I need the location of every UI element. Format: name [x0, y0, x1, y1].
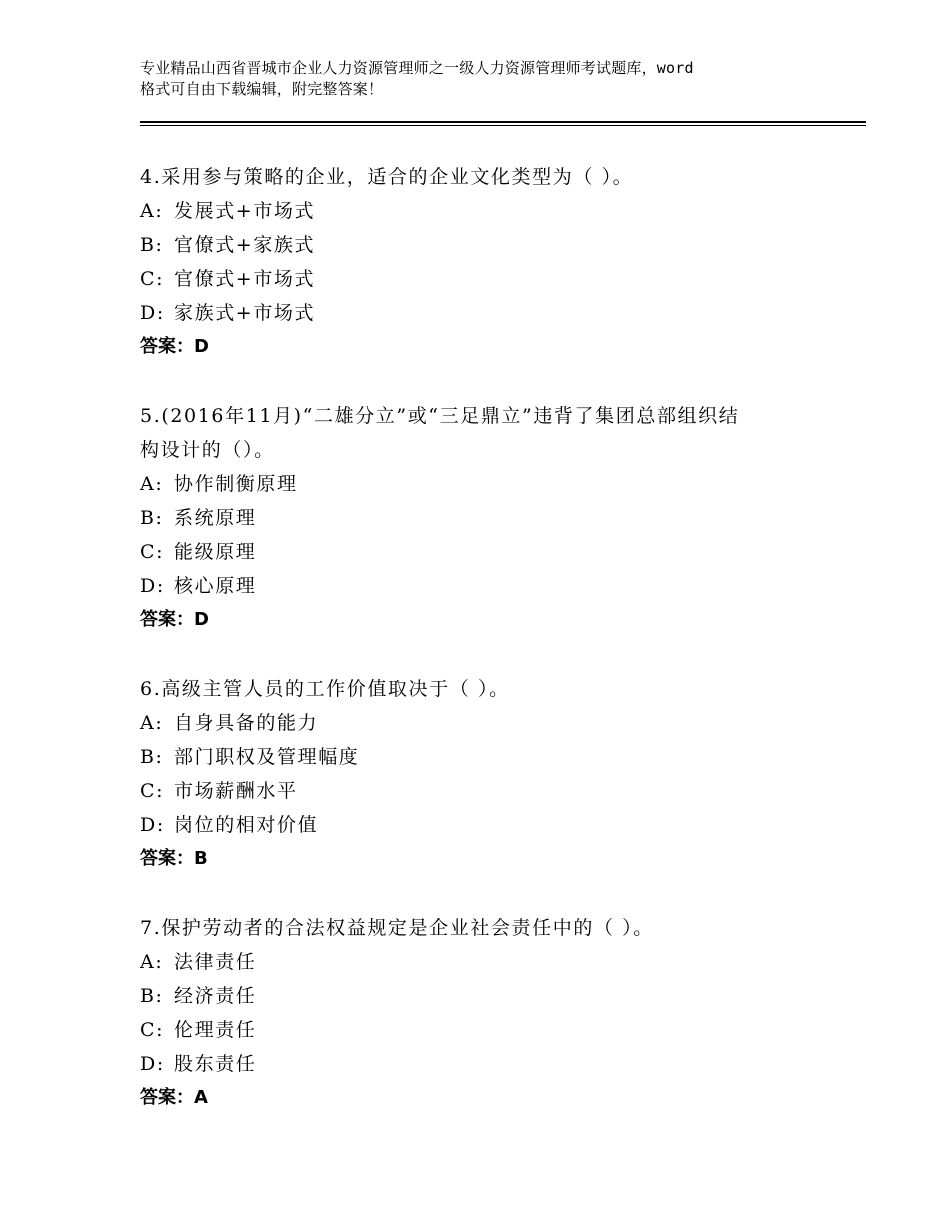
header-divider: [140, 121, 866, 126]
option-text: 核心原理: [174, 575, 257, 597]
option-text: 能级原理: [174, 541, 257, 563]
option-a: [140, 194, 840, 228]
option-letter: C:: [140, 541, 165, 563]
question-text-line-2: 构设计的（）。: [140, 439, 275, 461]
option-text: 经济责任: [174, 985, 257, 1007]
option-text: 系统原理: [174, 507, 257, 529]
option-letter: B:: [140, 985, 164, 1007]
option-letter: C:: [140, 1019, 165, 1041]
option-text: 自身具备的能力: [174, 712, 319, 734]
option-c: [140, 774, 840, 808]
option-letter: B:: [140, 746, 164, 768]
option-text: 家族式+市场式: [174, 302, 316, 324]
header-line-1: 专业精品山西省晋城市企业人力资源管理师之一级人力资源管理师考试题库，word: [140, 59, 694, 77]
question-text: 4.采用参与策略的企业，适合的企业文化类型为（ ）。: [140, 166, 634, 188]
option-letter: A:: [140, 200, 164, 222]
option-text: 市场薪酬水平: [174, 780, 298, 802]
option-text: 伦理责任: [174, 1019, 257, 1041]
option-text: 协作制衡原理: [174, 473, 298, 495]
option-letter: B:: [140, 234, 164, 256]
option-text: 法律责任: [174, 951, 257, 973]
document-header: [140, 58, 840, 100]
option-a: [140, 467, 840, 501]
option-text: 部门职权及管理幅度: [174, 746, 360, 768]
option-d: [140, 569, 840, 603]
option-letter: B:: [140, 507, 164, 529]
option-letter: A:: [140, 951, 164, 973]
header-line-2: 格式可自由下载编辑，附完整答案！: [140, 80, 384, 98]
option-text: 发展式+市场式: [174, 200, 316, 222]
option-text: 岗位的相对价值: [174, 814, 319, 836]
option-letter: D:: [140, 1053, 165, 1075]
option-b: [140, 740, 840, 774]
question-6: [140, 672, 840, 876]
option-letter: C:: [140, 268, 165, 290]
option-letter: A:: [140, 473, 164, 495]
option-b: [140, 501, 840, 535]
option-d: [140, 808, 840, 842]
option-b: [140, 228, 840, 262]
option-b: [140, 979, 840, 1013]
option-letter: A:: [140, 712, 164, 734]
option-c: [140, 535, 840, 569]
answer-line: 答案：D: [140, 336, 209, 357]
option-a: [140, 945, 840, 979]
option-d: [140, 1047, 840, 1081]
answer-line: 答案：D: [140, 609, 209, 630]
option-text: 官僚式+市场式: [174, 268, 316, 290]
question-7: [140, 911, 840, 1115]
question-5: [140, 399, 840, 637]
answer-line: 答案：B: [140, 848, 208, 869]
option-letter: D:: [140, 302, 165, 324]
option-text: 官僚式+家族式: [174, 234, 316, 256]
question-text: 6.高级主管人员的工作价值取决于（ ）。: [140, 678, 510, 700]
option-d: [140, 296, 840, 330]
option-letter: D:: [140, 575, 165, 597]
option-c: [140, 1013, 840, 1047]
option-a: [140, 706, 840, 740]
option-text: 股东责任: [174, 1053, 257, 1075]
question-text-line-1: 5.(2016年11月)“二雄分立”或“三足鼎立”违背了集团总部组织结: [140, 405, 740, 427]
option-c: [140, 262, 840, 296]
option-letter: C:: [140, 780, 165, 802]
answer-line: 答案：A: [140, 1087, 208, 1108]
option-letter: D:: [140, 814, 165, 836]
question-text: 7.保护劳动者的合法权益规定是企业社会责任中的（ ）。: [140, 917, 654, 939]
question-4: [140, 160, 840, 364]
